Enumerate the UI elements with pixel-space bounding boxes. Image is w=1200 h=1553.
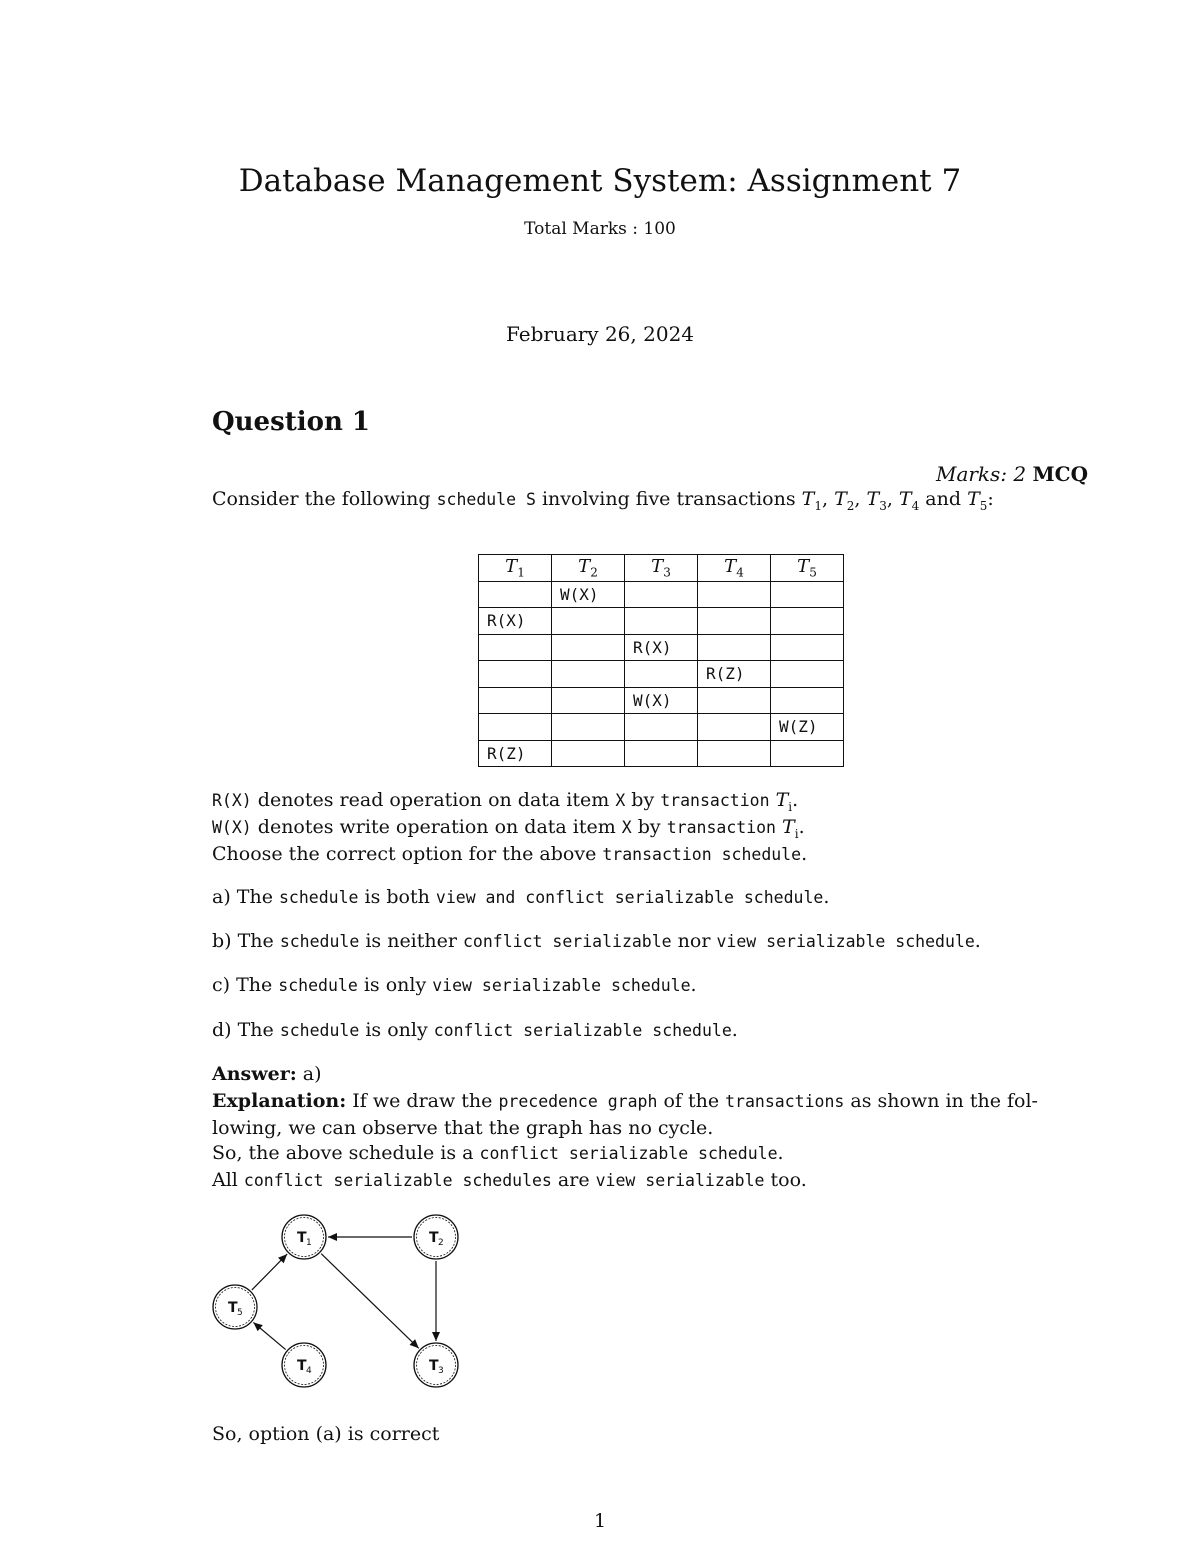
option-d: d) The schedule is only conflict serializable schedule.: [212, 1019, 738, 1041]
table-cell: [771, 634, 844, 661]
table-header: $T_4$: [698, 555, 771, 582]
question-heading: Question 1: [212, 407, 371, 437]
table-cell: W(X): [625, 687, 698, 714]
table-cell: [552, 661, 625, 688]
marks-type: MCQ: [1032, 462, 1088, 486]
table-cell: [625, 661, 698, 688]
question-intro: Consider the following schedule S involving five transactions $T_1$, $T_2$, $T_3$, $T_4$ and $T_5$:: [212, 488, 994, 513]
option-b: b) The schedule is neither conflict serializable nor view serializable schedule.: [212, 930, 981, 952]
table-cell: [771, 581, 844, 608]
graph-node-t4: [282, 1343, 326, 1387]
table-cell: [771, 687, 844, 714]
tx-T3: $T_3$: [866, 488, 887, 513]
table-cell: [698, 634, 771, 661]
table-cell: R(Z): [698, 661, 771, 688]
schedule-table: [478, 554, 844, 767]
intro-schedule: schedule S: [436, 490, 536, 509]
marks-label: Marks:: [935, 462, 1008, 486]
table-row: [479, 661, 844, 688]
svg-text:5: 5: [237, 1308, 243, 1318]
explanation-line-2: lowing, we can observe that the graph has no cycle.: [212, 1117, 714, 1139]
table-cell: [552, 608, 625, 635]
option-a: a) The schedule is both view and conflict serializable schedule.: [212, 886, 830, 908]
table-cell: R(X): [625, 634, 698, 661]
svg-text:2: 2: [438, 1238, 444, 1248]
option-c: c) The schedule is only view serializable schedule.: [212, 974, 697, 996]
table-cell: [771, 661, 844, 688]
table-cell: [771, 740, 844, 767]
note-by: by: [631, 816, 667, 838]
table-row: [479, 634, 844, 661]
tx-T5: $T_5$: [967, 488, 988, 513]
table-cell: [698, 740, 771, 767]
table-cell: [552, 740, 625, 767]
table-cell: [698, 581, 771, 608]
svg-text:4: 4: [306, 1366, 312, 1376]
question-marks: [936, 462, 1088, 486]
choose-end: .: [801, 843, 808, 865]
table-cell: [698, 608, 771, 635]
table-row: [479, 714, 844, 741]
svg-text:T: T: [429, 1358, 439, 1374]
svg-text:3: 3: [438, 1366, 444, 1376]
table-cell: [479, 634, 552, 661]
table-cell: [479, 581, 552, 608]
table-cell: R(Z): [479, 740, 552, 767]
table-header: $T_1$: [479, 555, 552, 582]
graph-node-t1: [282, 1215, 326, 1259]
ti: $T_i$: [775, 789, 793, 814]
svg-text:T: T: [228, 1300, 238, 1316]
graph-node-t2: [414, 1215, 458, 1259]
answer-label: Answer:: [212, 1063, 297, 1085]
graph-node-t5: [213, 1285, 257, 1329]
table-header: $T_5$: [771, 555, 844, 582]
table-header: $T_3$: [625, 555, 698, 582]
explanation-line-4: All conflict serializable schedules are view serializable too.: [212, 1169, 807, 1191]
table-cell: [552, 634, 625, 661]
intro-colon: :: [987, 488, 994, 510]
table-row: [479, 608, 844, 635]
table-cell: W(X): [552, 581, 625, 608]
table-cell: [552, 714, 625, 741]
table-header-row: [479, 555, 844, 582]
code-rx: R(X): [212, 791, 252, 810]
table-cell: [625, 714, 698, 741]
svg-text:T: T: [297, 1230, 307, 1246]
table-cell: [698, 714, 771, 741]
page-number: 1: [593, 1510, 607, 1532]
choose-code: transaction schedule: [602, 845, 802, 864]
table-cell: [479, 687, 552, 714]
explanation-line-1: Explanation: If we draw the precedence graph of the transactions as shown in the fol-: [212, 1090, 1038, 1112]
answer-value: a): [296, 1063, 322, 1085]
table-cell: R(X): [479, 608, 552, 635]
choose-line: [212, 843, 807, 865]
table-cell: [479, 714, 552, 741]
conclusion: So, option (a) is correct: [212, 1423, 440, 1445]
svg-text:T: T: [297, 1358, 307, 1374]
table-row: [479, 687, 844, 714]
note-by: by: [625, 789, 661, 811]
svg-text:T: T: [429, 1230, 439, 1246]
table-cell: W(Z): [771, 714, 844, 741]
table-cell: [552, 687, 625, 714]
document-title: Database Management System: Assignment 7: [238, 163, 962, 199]
intro-text-2: involving five transactions: [535, 488, 802, 510]
table-header: $T_2$: [552, 555, 625, 582]
tx-T4: $T_4$: [898, 488, 920, 513]
graph-node-t3: [414, 1343, 458, 1387]
explanation-line-3: So, the above schedule is a conflict serializable schedule.: [212, 1142, 784, 1164]
code-transaction: transaction: [666, 818, 776, 837]
table-cell: [625, 581, 698, 608]
graph-edge-t1-t3: [321, 1254, 419, 1349]
tx-T1: $T_1$: [801, 488, 822, 513]
code-wx: W(X): [212, 818, 252, 837]
note-text: denotes read operation on data item: [251, 789, 616, 811]
table-row: [479, 581, 844, 608]
note-text: denotes write operation on data item: [251, 816, 622, 838]
table-cell: [479, 661, 552, 688]
graph-edge-t5-t1: [252, 1254, 287, 1290]
intro-and: and: [919, 488, 968, 510]
code-x: X: [621, 818, 632, 837]
note-write: W(X) denotes write operation on data item X by transaction $T_i$.: [212, 816, 805, 841]
svg-text:1: 1: [306, 1238, 312, 1248]
table-cell: [625, 740, 698, 767]
precedence-graph: [205, 1205, 470, 1395]
intro-text: Consider the following: [212, 488, 437, 510]
table-cell: [698, 687, 771, 714]
choose-text: Choose the correct option for the above: [212, 843, 603, 865]
table-cell: [625, 608, 698, 635]
code-x: X: [615, 791, 626, 810]
graph-edge-t4-t5: [253, 1322, 285, 1349]
total-marks: Total Marks : 100: [524, 219, 676, 239]
note-read: R(X) denotes read operation on data item X by transaction $T_i$.: [212, 789, 799, 814]
tx-T2: $T_2$: [834, 488, 855, 513]
table-row: [479, 740, 844, 767]
document-date: February 26, 2024: [505, 322, 695, 346]
marks-value: 2: [1013, 462, 1027, 486]
answer-line: [212, 1063, 322, 1085]
code-transaction: transaction: [660, 791, 770, 810]
ti: $T_i$: [782, 816, 799, 841]
explanation-label: Explanation:: [212, 1090, 347, 1112]
table-cell: [771, 608, 844, 635]
